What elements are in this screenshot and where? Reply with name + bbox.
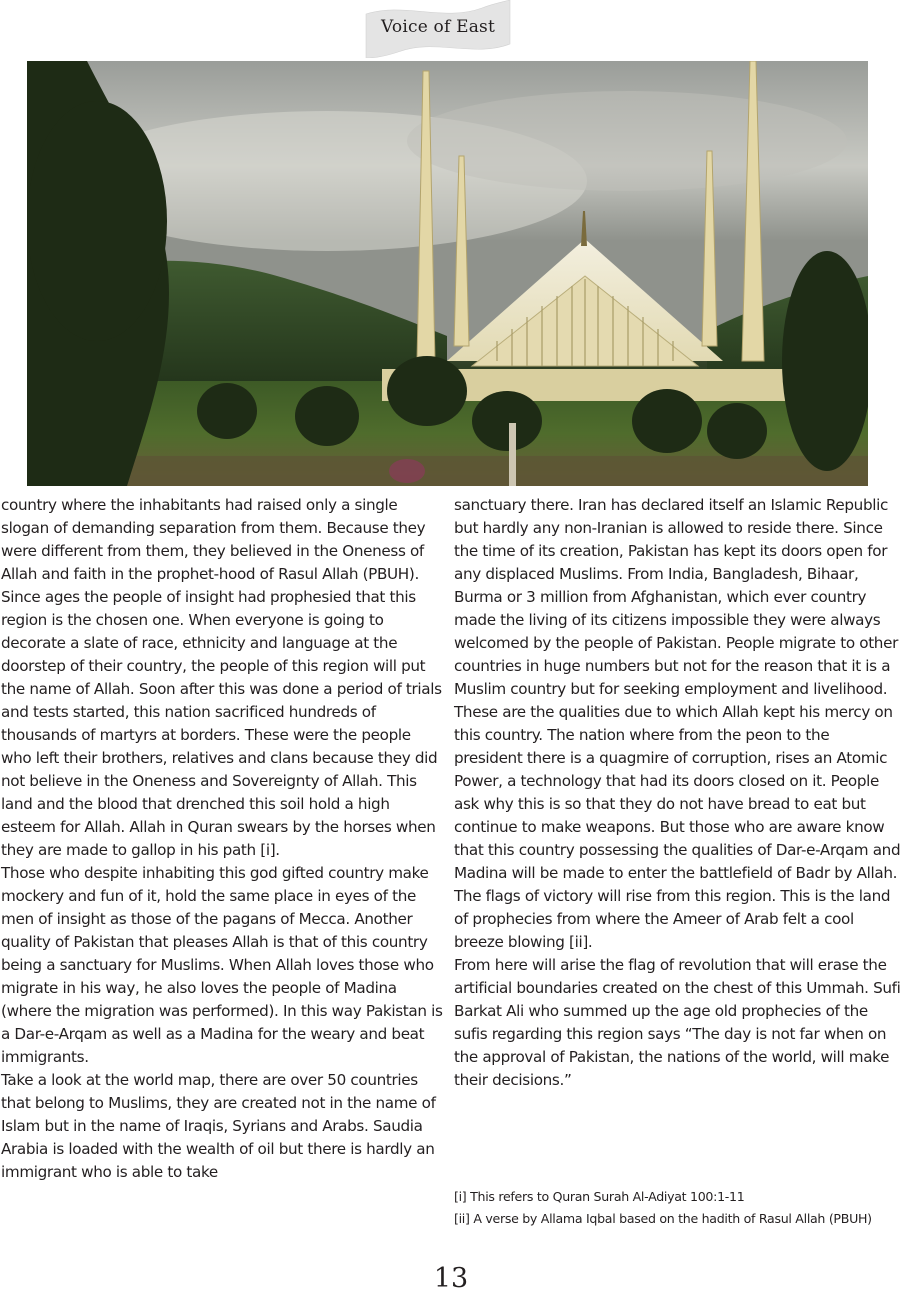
footnotes — [454, 1186, 902, 1230]
footnote: [i] This refers to Quran Surah Al-Adiyat 100:1-11 — [454, 1189, 745, 1204]
paragraph: These are the qualities due to which Allah kept his mercy on this country. The nation where from the peon to the president there is a quagmire of corruption, rises an Atomic Power, a technology that had its doors closed on it. People ask why this is so that they do not have bread to eat but continue to make weapons. But those who are aware know that this country possessing the qualities of Dar-e-Arqam and Madina will be made to enter the battlefield of Badr by Allah. The flags of victory will rise from this region. This is the land of prophecies from where the Ameer of Arab felt a cool breeze blowing [ii]. — [454, 703, 901, 951]
mosque-illustration — [27, 61, 868, 486]
article-left-column — [1, 494, 445, 1184]
paragraph: Those who despite inhabiting this god gifted country make mockery and fun of it, hold the same place in eyes of the men of insight as those of the pagans of Mecca. Another quality of Pakistan that pleases Allah is that of this country being a sanctuary for Muslims. When Allah loves those who migrate in his way, he also loves the people of Madina (where the migration was performed). In this way Pakistan is a Dar-e-Arqam as well as a Madina for the weary and beat immigrants. — [1, 864, 443, 1066]
header-banner — [364, 0, 512, 58]
page-number: 13 — [433, 1263, 469, 1294]
paragraph: country where the inhabitants had raised only a single slogan of demanding separation from them. Because they were different from them, they believed in the Oneness of Allah and faith in the prophet-hood of Rasul Allah (PBUH). — [1, 496, 426, 583]
paragraph: Since ages the people of insight had prophesied that this region is the chosen one. When everyone is going to decorate a slate of race, ethnicity and language at the doorstep of their country, the people of this region will put the name of Allah. Soon after this was done a period of trials and tests started, this nation sacrificed hundreds of thousands of martyrs at borders. These were the people who left their brothers, relatives and clans because they did not believe in the Oneness and Sovereignty of Allah. This land and the blood that drenched this soil hold a high esteem for Allah. Allah in Quran swears by the horses when they are made to gallop in his path [i]. — [1, 588, 442, 859]
path — [27, 456, 868, 486]
footnote: [ii] A verse by Allama Iqbal based on the hadith of Rasul Allah (PBUH) — [454, 1211, 872, 1226]
paragraph: From here will arise the flag of revolution that will erase the artificial boundaries created on the chest of this Ummah. Sufi Barkat Ali who summed up the age old prophecies of the sufis regarding this region says “The day is not far when on the approval of Pakistan, the nations of the world, will make their decisions.” — [454, 956, 901, 1089]
publication-title: Voice of East — [380, 17, 495, 37]
article-right-column — [454, 494, 902, 1092]
mosque-photo — [27, 61, 868, 486]
lamp-post — [509, 423, 516, 486]
paragraph: Take a look at the world map, there are over 50 countries that belong to Muslims, they are created not in the name of Islam but in the name of Iraqis, Syrians and Arabs. Saudia Arabia is loaded with the wealth of oil but there is hardly an immigrant who is able to take — [1, 1071, 436, 1181]
paragraph: sanctuary there. Iran has declared itself an Islamic Republic but hardly any non-Iranian is allowed to reside there. Since the time of its creation, Pakistan has kept its doors open for any displaced Muslims. From India, Bangladesh, Bihaar, Burma or 3 million from Afghanistan, which ever country made the living of its citizens impossible they were always welcomed by the people of Pakistan. People migrate to other countries in huge numbers but not for the reason that it is a Muslim country but for seeking employment and livelihood. — [454, 496, 898, 698]
